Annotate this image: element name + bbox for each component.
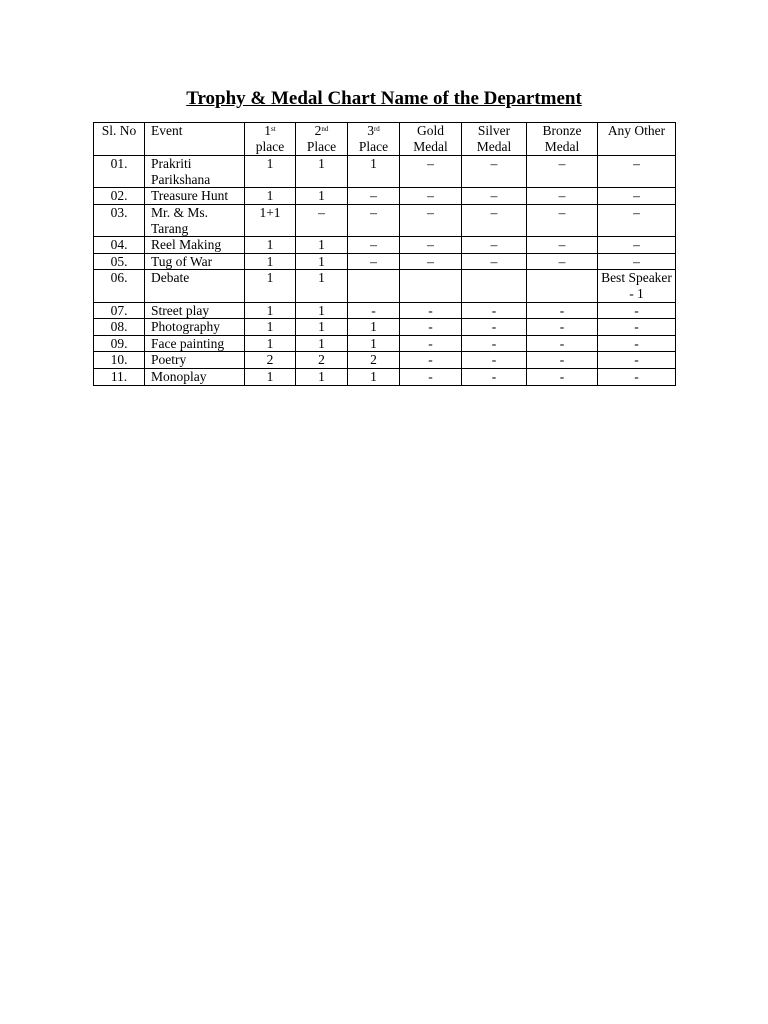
cell-event: Street play bbox=[145, 302, 245, 319]
cell-third-place: – bbox=[348, 237, 400, 254]
cell-gold-medal: – bbox=[400, 237, 462, 254]
cell-any-other: - bbox=[598, 368, 676, 385]
cell-third-place: – bbox=[348, 188, 400, 205]
cell-silver-medal: - bbox=[462, 319, 527, 336]
cell-sl-no: 03. bbox=[94, 204, 145, 236]
cell-bronze-medal: – bbox=[527, 237, 598, 254]
cell-event: Debate bbox=[145, 270, 245, 302]
cell-silver-medal: – bbox=[462, 156, 527, 188]
cell-gold-medal: – bbox=[400, 188, 462, 205]
table-row bbox=[94, 253, 676, 270]
cell-first-place: 1 bbox=[245, 368, 296, 385]
cell-sl-no: 01. bbox=[94, 156, 145, 188]
header-gold-word: Gold bbox=[417, 123, 444, 138]
cell-bronze-medal: - bbox=[527, 352, 598, 369]
cell-sl-no: 08. bbox=[94, 319, 145, 336]
cell-second-place: 1 bbox=[296, 156, 348, 188]
cell-bronze-medal: – bbox=[527, 253, 598, 270]
cell-any-other: – bbox=[598, 253, 676, 270]
cell-second-place: 2 bbox=[296, 352, 348, 369]
cell-sl-no: 04. bbox=[94, 237, 145, 254]
cell-first-place: 2 bbox=[245, 352, 296, 369]
cell-third-place: 2 bbox=[348, 352, 400, 369]
cell-silver-medal: – bbox=[462, 188, 527, 205]
cell-any-other: - bbox=[598, 319, 676, 336]
trophy-medal-table bbox=[93, 122, 676, 386]
cell-bronze-medal: - bbox=[527, 335, 598, 352]
cell-sl-no: 07. bbox=[94, 302, 145, 319]
header-bronze-medal bbox=[527, 123, 598, 156]
header-any-other: Any Other bbox=[598, 123, 676, 156]
cell-first-place: 1 bbox=[245, 270, 296, 302]
cell-event: Reel Making bbox=[145, 237, 245, 254]
cell-bronze-medal: - bbox=[527, 368, 598, 385]
cell-silver-medal: – bbox=[462, 237, 527, 254]
cell-gold-medal: - bbox=[400, 352, 462, 369]
header-first-num: 1 bbox=[264, 123, 272, 138]
cell-second-place: 1 bbox=[296, 237, 348, 254]
table-row bbox=[94, 204, 676, 236]
cell-silver-medal: - bbox=[462, 368, 527, 385]
cell-silver-medal: - bbox=[462, 352, 527, 369]
header-third-word: Place bbox=[358, 138, 389, 154]
header-bronze-medal-word: Medal bbox=[544, 138, 580, 154]
header-second-place bbox=[296, 123, 348, 156]
cell-gold-medal: - bbox=[400, 368, 462, 385]
cell-any-other: - bbox=[598, 352, 676, 369]
table-row bbox=[94, 335, 676, 352]
header-gold-medal-word: Medal bbox=[413, 138, 448, 154]
cell-bronze-medal: - bbox=[527, 319, 598, 336]
cell-sl-no: 06. bbox=[94, 270, 145, 302]
page-title: Trophy & Medal Chart Name of the Department bbox=[186, 88, 582, 109]
table-row bbox=[94, 319, 676, 336]
header-third-num: 3 bbox=[367, 123, 374, 138]
header-silver-word: Silver bbox=[477, 123, 511, 138]
header-second-num: 2 bbox=[314, 123, 322, 138]
table-row bbox=[94, 270, 676, 302]
cell-second-place: 1 bbox=[296, 319, 348, 336]
cell-silver-medal: - bbox=[462, 302, 527, 319]
cell-silver-medal: – bbox=[462, 204, 527, 236]
cell-bronze-medal: – bbox=[527, 188, 598, 205]
cell-gold-medal: - bbox=[400, 302, 462, 319]
header-first-place bbox=[245, 123, 296, 156]
header-event: Event bbox=[145, 123, 245, 156]
cell-first-place: 1+1 bbox=[245, 204, 296, 236]
cell-event: Monoplay bbox=[145, 368, 245, 385]
cell-event: Face painting bbox=[145, 335, 245, 352]
cell-second-place: 1 bbox=[296, 270, 348, 302]
cell-event: Mr. & Ms. Tarang bbox=[145, 204, 245, 236]
cell-event: Photography bbox=[145, 319, 245, 336]
cell-gold-medal: - bbox=[400, 335, 462, 352]
cell-first-place: 1 bbox=[245, 302, 296, 319]
cell-event: Poetry bbox=[145, 352, 245, 369]
table-header-row bbox=[94, 123, 676, 156]
cell-gold-medal: – bbox=[400, 204, 462, 236]
header-sl-no: Sl. No bbox=[94, 123, 145, 156]
cell-gold-medal bbox=[400, 270, 462, 302]
cell-first-place: 1 bbox=[245, 253, 296, 270]
table-row bbox=[94, 368, 676, 385]
cell-third-place bbox=[348, 270, 400, 302]
cell-bronze-medal: – bbox=[527, 156, 598, 188]
cell-third-place: 1 bbox=[348, 319, 400, 336]
header-second-sup: nd bbox=[321, 125, 329, 133]
cell-bronze-medal: - bbox=[527, 302, 598, 319]
cell-sl-no: 02. bbox=[94, 188, 145, 205]
header-gold-medal bbox=[400, 123, 462, 156]
cell-first-place: 1 bbox=[245, 188, 296, 205]
header-third-place bbox=[348, 123, 400, 156]
cell-any-other: – bbox=[598, 204, 676, 236]
cell-any-other: - bbox=[598, 335, 676, 352]
header-bronze-word: Bronze bbox=[542, 123, 582, 138]
cell-silver-medal bbox=[462, 270, 527, 302]
cell-third-place: 1 bbox=[348, 156, 400, 188]
cell-gold-medal: – bbox=[400, 156, 462, 188]
cell-second-place: 1 bbox=[296, 253, 348, 270]
cell-sl-no: 11. bbox=[94, 368, 145, 385]
cell-sl-no: 10. bbox=[94, 352, 145, 369]
cell-event: Prakriti Parikshana bbox=[145, 156, 245, 188]
header-third-sup: rd bbox=[373, 125, 380, 133]
table-row bbox=[94, 156, 676, 188]
header-second-word: Place bbox=[306, 138, 337, 154]
cell-gold-medal: - bbox=[400, 319, 462, 336]
cell-third-place: - bbox=[348, 302, 400, 319]
cell-first-place: 1 bbox=[245, 335, 296, 352]
cell-gold-medal: – bbox=[400, 253, 462, 270]
cell-second-place: – bbox=[296, 204, 348, 236]
cell-sl-no: 09. bbox=[94, 335, 145, 352]
cell-any-other: – bbox=[598, 237, 676, 254]
cell-any-other: Best Speaker - 1 bbox=[598, 270, 676, 302]
cell-bronze-medal: – bbox=[527, 204, 598, 236]
header-silver-medal bbox=[462, 123, 527, 156]
cell-second-place: 1 bbox=[296, 335, 348, 352]
table-row bbox=[94, 237, 676, 254]
table-body bbox=[94, 156, 676, 385]
cell-third-place: 1 bbox=[348, 335, 400, 352]
table-row bbox=[94, 188, 676, 205]
cell-any-other: – bbox=[598, 188, 676, 205]
cell-second-place: 1 bbox=[296, 302, 348, 319]
cell-second-place: 1 bbox=[296, 368, 348, 385]
cell-event: Tug of War bbox=[145, 253, 245, 270]
cell-second-place: 1 bbox=[296, 188, 348, 205]
cell-event: Treasure Hunt bbox=[145, 188, 245, 205]
cell-sl-no: 05. bbox=[94, 253, 145, 270]
table-row bbox=[94, 352, 676, 369]
cell-bronze-medal bbox=[527, 270, 598, 302]
cell-any-other: – bbox=[598, 156, 676, 188]
cell-first-place: 1 bbox=[245, 319, 296, 336]
header-first-sup: st bbox=[271, 125, 276, 133]
cell-first-place: 1 bbox=[245, 156, 296, 188]
cell-third-place: 1 bbox=[348, 368, 400, 385]
header-first-word: place bbox=[255, 138, 285, 154]
table-row bbox=[94, 302, 676, 319]
header-silver-medal-word: Medal bbox=[476, 138, 512, 154]
cell-third-place: – bbox=[348, 204, 400, 236]
cell-first-place: 1 bbox=[245, 237, 296, 254]
cell-silver-medal: – bbox=[462, 253, 527, 270]
cell-third-place: – bbox=[348, 253, 400, 270]
cell-silver-medal: - bbox=[462, 335, 527, 352]
cell-any-other: - bbox=[598, 302, 676, 319]
